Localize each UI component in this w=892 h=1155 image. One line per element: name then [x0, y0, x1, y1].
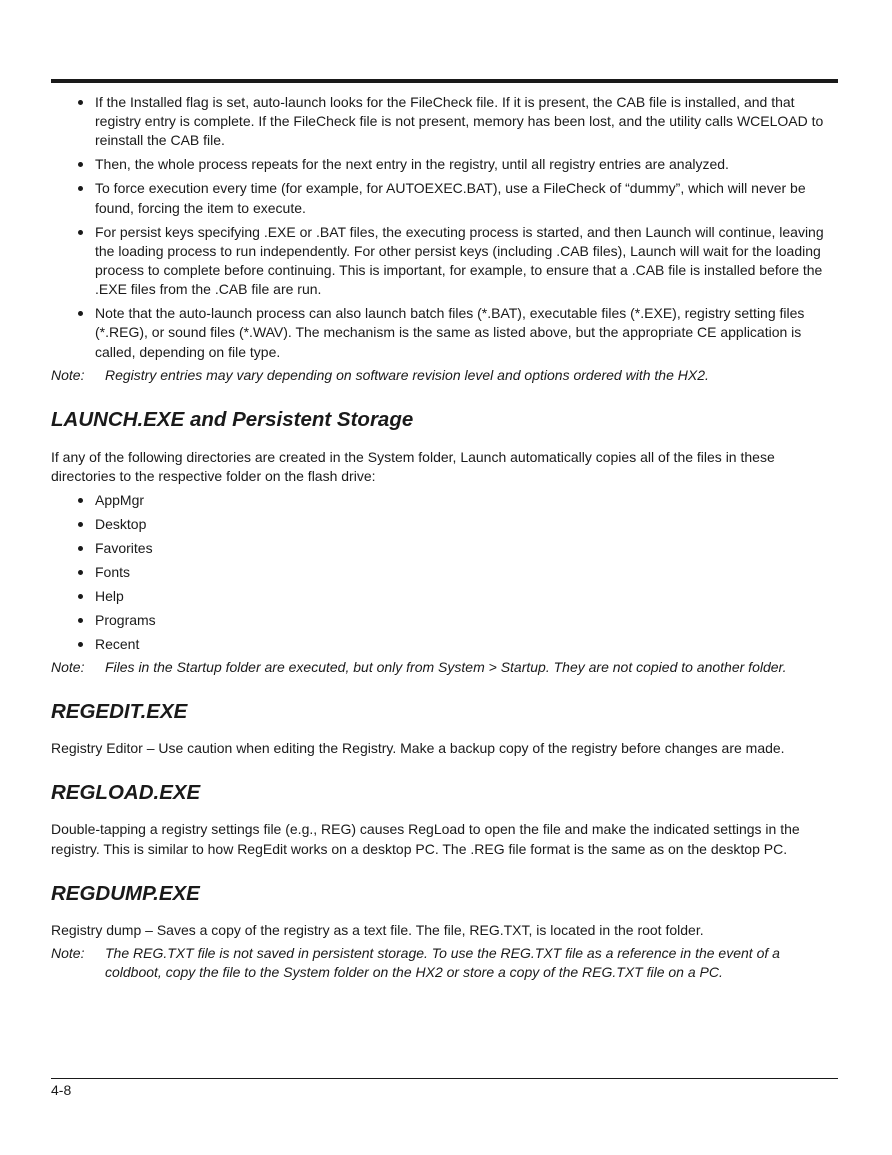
list-item: [51, 304, 838, 362]
startup-note: [51, 658, 838, 677]
registry-note: [51, 366, 838, 385]
bullet-icon: [78, 618, 83, 623]
bullet-icon: [78, 498, 83, 503]
list-item: [51, 491, 838, 510]
folder-name: Recent: [95, 636, 140, 653]
list-item: [51, 539, 838, 558]
regdump-heading: REGDUMP.EXE: [51, 881, 200, 905]
bullet-icon: [78, 311, 83, 316]
regedit-paragraph: Registry Editor – Use caution when editing the Registry. Make a backup copy of the registry before changes are made.: [51, 740, 785, 757]
header-rule: [51, 79, 838, 83]
regload-heading: REGLOAD.EXE: [51, 781, 201, 805]
launch-heading: LAUNCH.EXE and Persistent Storage: [51, 407, 414, 431]
list-item: [51, 563, 838, 582]
bullet-icon: [78, 594, 83, 599]
folder-name: Programs: [95, 612, 156, 629]
bullet-icon: [78, 546, 83, 551]
regdump-paragraph: Registry dump – Saves a copy of the registry as a text file. The file, REG.TXT, is located in the root folder.: [51, 921, 704, 938]
note-label: Note:: [51, 659, 85, 676]
list-item-text: For persist keys specifying .EXE or .BAT files, the executing process is started, and then Launch will continue, leaving the loading process to run independently. For other persist keys (including .CAB files), Launch will wait for the loading process to complete before continuing. This is important, for example, to ensure that a .CAB file is installed before the .EXE files from the .CAB file are run.: [95, 223, 824, 298]
list-item: [51, 93, 838, 151]
list-item: [51, 635, 838, 654]
bullet-icon: [78, 162, 83, 167]
list-item: [51, 611, 838, 630]
list-item: [51, 179, 838, 217]
list-item: [51, 155, 838, 174]
launch-paragraph: If any of the following directories are created in the System folder, Launch automatically copies all of the files in these directories to the respective folder on the flash drive:: [51, 448, 775, 485]
folder-name: AppMgr: [95, 492, 145, 509]
list-item-text: Then, the whole process repeats for the next entry in the registry, until all registry entries are analyzed.: [95, 156, 729, 173]
list-item: [51, 515, 838, 534]
folder-name: Fonts: [95, 564, 131, 581]
intro-bullet-list: [51, 93, 838, 362]
note-label: Note:: [51, 945, 85, 962]
folder-name: Desktop: [95, 516, 147, 533]
bullet-icon: [78, 100, 83, 105]
list-item-text: If the Installed flag is set, auto-launch looks for the FileCheck file. If it is present, the CAB file is installed, and that registry entry is complete. If the FileCheck file is not present, memory has been lost, and the utility calls WCELOAD to reinstall the CAB file.: [95, 94, 824, 149]
bullet-icon: [78, 570, 83, 575]
list-item-text: To force execution every time (for example, for AUTOEXEC.BAT), use a FileCheck of “dummy”, which will never be found, forcing the item to execute.: [95, 180, 806, 216]
list-item: [51, 223, 838, 300]
note-text: Files in the Startup folder are executed, but only from System > Startup. They are not copied to another folder.: [105, 659, 787, 676]
list-item-text: Note that the auto-launch process can also launch batch files (*.BAT), executable files (*.EXE), registry setting files (*.REG), or sound files (*.WAV). The mechanism is the same as listed above, but the appropriate CE application is called, depending on file type.: [95, 305, 805, 360]
note-label: Note:: [51, 366, 85, 383]
note-text: The REG.TXT file is not saved in persistent storage. To use the REG.TXT file as a reference in the event of a coldboot, copy the file to the System folder on the HX2 or store a copy of the REG.TXT file on a PC.: [105, 945, 780, 981]
footer-rule: [51, 1078, 838, 1079]
bullet-icon: [78, 642, 83, 647]
list-item: [51, 587, 838, 606]
page-number: 4-8: [51, 1082, 72, 1098]
regtxt-note: [51, 944, 838, 982]
folder-list: [51, 491, 838, 654]
folder-name: Favorites: [95, 540, 153, 557]
regedit-heading: REGEDIT.EXE: [51, 700, 188, 724]
regload-paragraph: Double-tapping a registry settings file (e.g., REG) causes RegLoad to open the file and make the indicated settings in the registry. This is similar to how RegEdit works on a desktop PC. The .REG file format is the same as on the desktop PC.: [51, 821, 800, 857]
bullet-icon: [78, 230, 83, 235]
note-text: Registry entries may vary depending on software revision level and options ordered with the HX2.: [105, 366, 709, 383]
bullet-icon: [78, 522, 83, 527]
bullet-icon: [78, 186, 83, 191]
page-content: [51, 93, 838, 982]
folder-name: Help: [95, 588, 124, 605]
